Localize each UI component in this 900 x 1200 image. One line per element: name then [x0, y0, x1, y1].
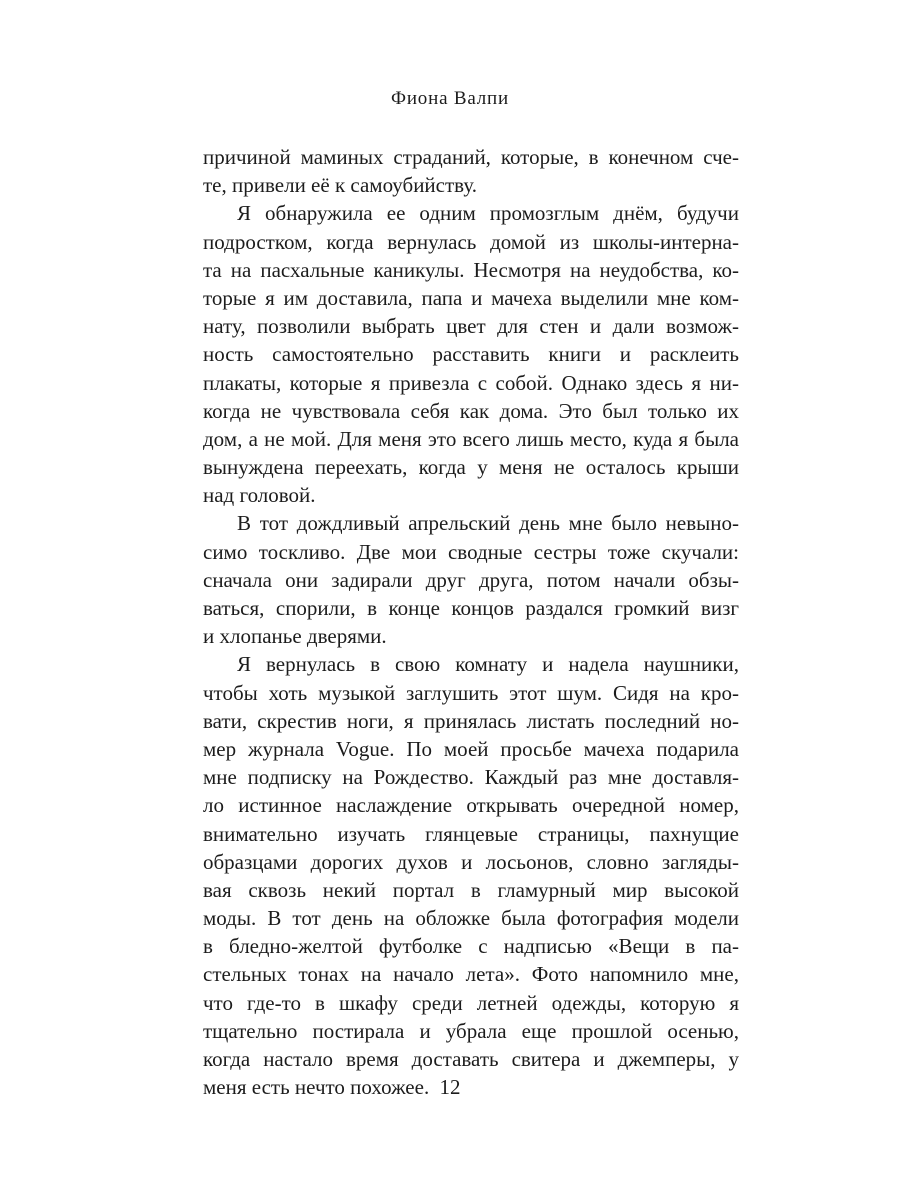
text-line: стельных тонах на начало лета». Фото напомнило мне,: [203, 962, 739, 987]
text-line: вынуждена переехать, когда у меня не осталось крыши: [203, 455, 739, 480]
text-line: симо тоскливо. Две мои сводные сестры тоже скучали:: [203, 539, 739, 564]
text-line: ло истинное наслаждение открывать очередной номер,: [203, 793, 739, 818]
text-line: образцами дорогих духов и лосьонов, словно загляды-: [203, 849, 739, 874]
text-line: внимательно изучать глянцевые страницы, пахнущие: [203, 821, 739, 846]
text-line: плакаты, которые я привезла с собой. Однако здесь я ни-: [203, 370, 739, 395]
text-line: мер журнала Vogue. По моей просьбе мачеха подарила: [203, 736, 739, 761]
text-line: дом, а не мой. Для меня это всего лишь место, куда я была: [203, 426, 739, 451]
text-line: в бледно-желтой футболке с надписью «Вещи в па-: [203, 934, 739, 959]
text-line: мне подписку на Рождество. Каждый раз мне доставля-: [203, 765, 739, 790]
text-line: над головой.: [203, 483, 316, 508]
text-line: вати, скрестив ноги, я принялась листать последний но-: [203, 708, 739, 733]
text-line: меня есть нечто похожее.: [203, 1075, 430, 1100]
text-line: ваться, спорили, в конце концов раздался громкий визг: [203, 596, 739, 620]
text-line: Я вернулась в свою комнату и надела наушники,: [237, 652, 739, 677]
text-line: В тот дождливый апрельский день мне было невыно-: [237, 511, 739, 536]
text-line: когда не чувствовала себя как дома. Это был только их: [203, 398, 739, 423]
page-number: 12: [439, 1075, 461, 1099]
text-line: и хлопанье дверями.: [203, 624, 387, 649]
text-line: нату, позволили выбрать цвет для стен и дали возмож-: [203, 314, 739, 339]
text-line: сначала они задирали друг друга, потом начали обзы-: [203, 567, 739, 592]
text-line: та на пасхальные каникулы. Несмотря на неудобства, ко-: [203, 257, 739, 282]
text-line: когда настало время доставать свитера и джемперы, у: [203, 1047, 739, 1071]
text-line: моды. В тот день на обложке была фотография модели: [203, 906, 739, 931]
text-line: что где-то в шкафу среди летней одежды, которую я: [203, 990, 739, 1015]
text-line: чтобы хоть музыкой заглушить этот шум. Сидя на кро-: [203, 680, 739, 705]
text-line: подростком, когда вернулась домой из школы-интерна-: [203, 229, 739, 254]
text-line: те, привели её к самоубийству.: [203, 173, 478, 198]
text-line: тщательно постирала и убрала еще прошлой осенью,: [203, 1018, 739, 1043]
running-header-author: Фиона Валпи: [391, 88, 509, 109]
text-line: причиной маминых страданий, которые, в конечном сче-: [203, 145, 739, 169]
text-line: Я обнаружила ее одним промозглым днём, будучи: [237, 201, 739, 226]
text-line: ность самостоятельно расставить книги и расклеить: [203, 342, 739, 367]
text-line: торые я им доставила, папа и мачеха выделили мне ком-: [203, 285, 739, 310]
body-text: [203, 143, 739, 1101]
text-line: вая сквозь некий портал в гламурный мир высокой: [203, 877, 739, 902]
